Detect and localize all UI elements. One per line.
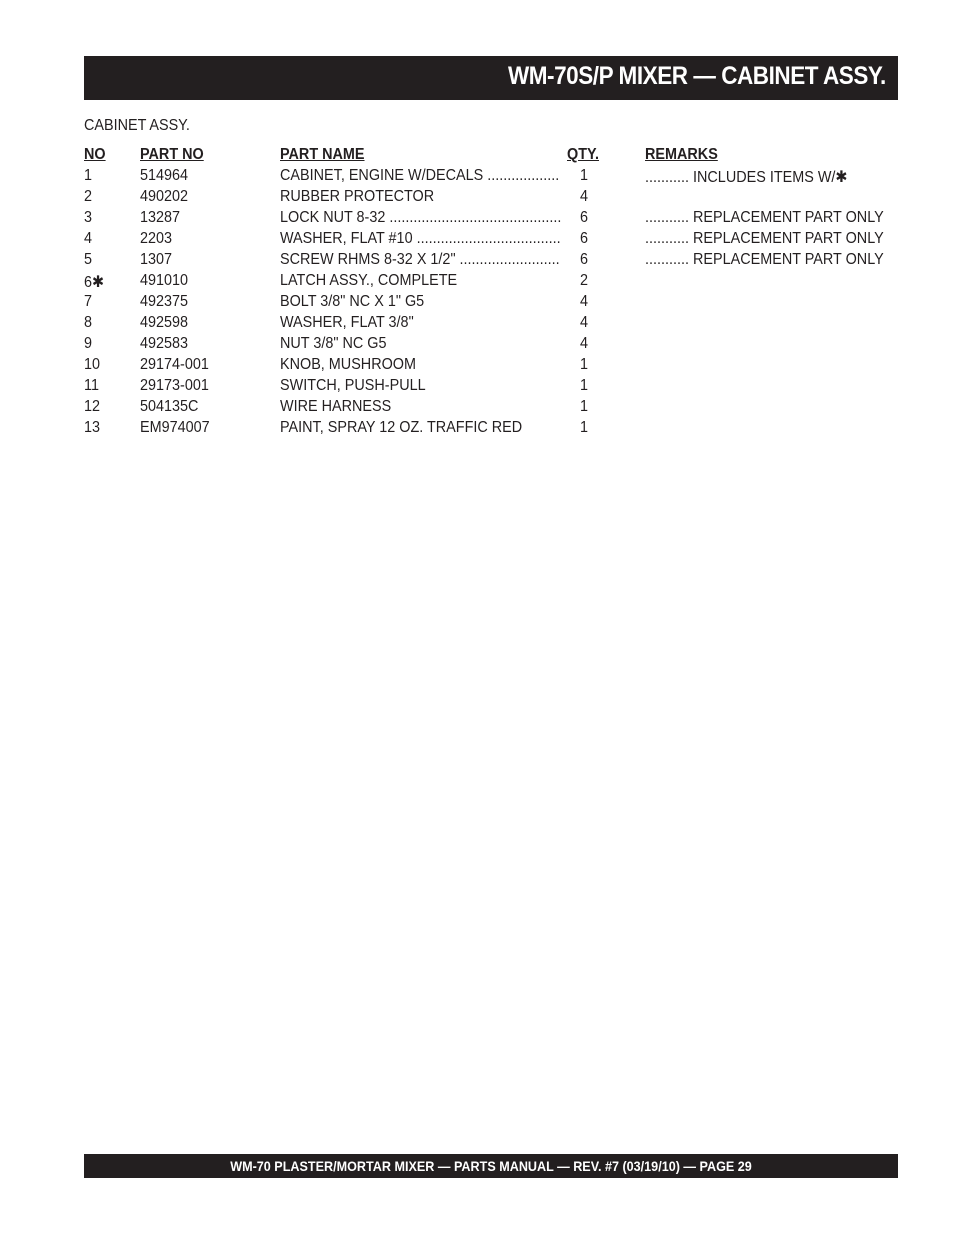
column-header-part-no: PART NO bbox=[140, 146, 204, 163]
table-row bbox=[84, 356, 884, 377]
row-part-name: WASHER, FLAT #10 .................................... bbox=[280, 230, 561, 247]
table-row bbox=[84, 335, 884, 356]
row-qty: 1 bbox=[580, 398, 589, 415]
row-qty: 6 bbox=[580, 251, 589, 268]
row-part-name: CABINET, ENGINE W/DECALS .................. bbox=[280, 167, 560, 184]
table-row bbox=[84, 377, 884, 398]
row-qty: 1 bbox=[580, 356, 589, 373]
row-no: 9 bbox=[84, 335, 93, 352]
column-header-part-name: PART NAME bbox=[280, 146, 365, 163]
row-qty: 1 bbox=[580, 377, 589, 394]
table-row bbox=[84, 419, 884, 440]
page-footer-bar bbox=[84, 1154, 898, 1178]
row-part-name: SWITCH, PUSH-PULL bbox=[280, 377, 426, 394]
row-qty: 4 bbox=[580, 314, 589, 331]
row-qty: 6 bbox=[580, 209, 589, 226]
row-part-no: 492375 bbox=[140, 293, 189, 310]
row-no: 4 bbox=[84, 230, 93, 247]
table-row bbox=[84, 251, 884, 272]
row-part-name: KNOB, MUSHROOM bbox=[280, 356, 417, 373]
row-part-name: RUBBER PROTECTOR bbox=[280, 188, 435, 205]
row-part-name: LOCK NUT 8-32 ........................................... bbox=[280, 209, 562, 226]
table-row bbox=[84, 272, 884, 293]
row-part-name: WASHER, FLAT 3/8" bbox=[280, 314, 414, 331]
table-row bbox=[84, 314, 884, 335]
column-header-no: NO bbox=[84, 146, 106, 163]
table-row bbox=[84, 188, 884, 209]
row-no: 6✱ bbox=[84, 274, 105, 291]
row-part-no: 514964 bbox=[140, 167, 189, 184]
row-qty: 4 bbox=[580, 335, 589, 352]
row-no: 3 bbox=[84, 209, 93, 226]
row-part-no: EM974007 bbox=[140, 419, 210, 436]
row-qty: 4 bbox=[580, 188, 589, 205]
row-part-name: BOLT 3/8" NC X 1" G5 bbox=[280, 293, 425, 310]
row-part-no: 1307 bbox=[140, 251, 173, 268]
row-part-name: NUT 3/8" NC G5 bbox=[280, 335, 387, 352]
row-no: 5 bbox=[84, 251, 93, 268]
page-title: WM-70S/P MIXER — CABINET ASSY. bbox=[508, 62, 886, 90]
row-part-no: 2203 bbox=[140, 230, 173, 247]
row-qty: 1 bbox=[580, 419, 589, 436]
section-title: CABINET ASSY. bbox=[84, 117, 190, 134]
row-no: 8 bbox=[84, 314, 93, 331]
row-part-no: 504135C bbox=[140, 398, 199, 415]
row-part-no: 492598 bbox=[140, 314, 189, 331]
row-part-no: 492583 bbox=[140, 335, 189, 352]
row-part-name: LATCH ASSY., COMPLETE bbox=[280, 272, 458, 289]
row-no: 12 bbox=[84, 398, 101, 415]
row-part-no: 29174-001 bbox=[140, 356, 209, 373]
page-header-bar bbox=[84, 56, 898, 100]
row-no: 1 bbox=[84, 167, 93, 184]
row-remarks: ........... REPLACEMENT PART ONLY bbox=[645, 209, 884, 226]
row-remarks: ........... REPLACEMENT PART ONLY bbox=[645, 251, 884, 268]
row-remarks: ........... INCLUDES ITEMS W/✱ bbox=[645, 169, 848, 186]
table-row bbox=[84, 293, 884, 314]
row-part-name: PAINT, SPRAY 12 OZ. TRAFFIC RED bbox=[280, 419, 523, 436]
row-part-no: 13287 bbox=[140, 209, 181, 226]
row-no: 10 bbox=[84, 356, 101, 373]
row-part-no: 491010 bbox=[140, 272, 189, 289]
row-no: 2 bbox=[84, 188, 93, 205]
table-row bbox=[84, 398, 884, 419]
row-no: 11 bbox=[84, 377, 99, 394]
row-part-no: 29173-001 bbox=[140, 377, 209, 394]
row-part-no: 490202 bbox=[140, 188, 189, 205]
table-row bbox=[84, 230, 884, 251]
row-remarks: ........... REPLACEMENT PART ONLY bbox=[645, 230, 884, 247]
table-row bbox=[84, 209, 884, 230]
table-header-row bbox=[84, 146, 884, 167]
column-header-qty: QTY. bbox=[567, 146, 600, 163]
table-row bbox=[84, 167, 884, 188]
column-header-remarks: REMARKS bbox=[645, 146, 718, 163]
row-qty: 2 bbox=[580, 272, 589, 289]
row-part-name: WIRE HARNESS bbox=[280, 398, 392, 415]
row-qty: 6 bbox=[580, 230, 589, 247]
row-no: 13 bbox=[84, 419, 101, 436]
footer-text: WM-70 PLASTER/MORTAR MIXER — PARTS MANUAL — REV. #7 (03/19/10) — PAGE 29 bbox=[230, 1158, 752, 1174]
row-qty: 4 bbox=[580, 293, 589, 310]
row-part-name: SCREW RHMS 8-32 X 1/2" ......................... bbox=[280, 251, 560, 268]
row-no: 7 bbox=[84, 293, 93, 310]
row-qty: 1 bbox=[580, 167, 589, 184]
